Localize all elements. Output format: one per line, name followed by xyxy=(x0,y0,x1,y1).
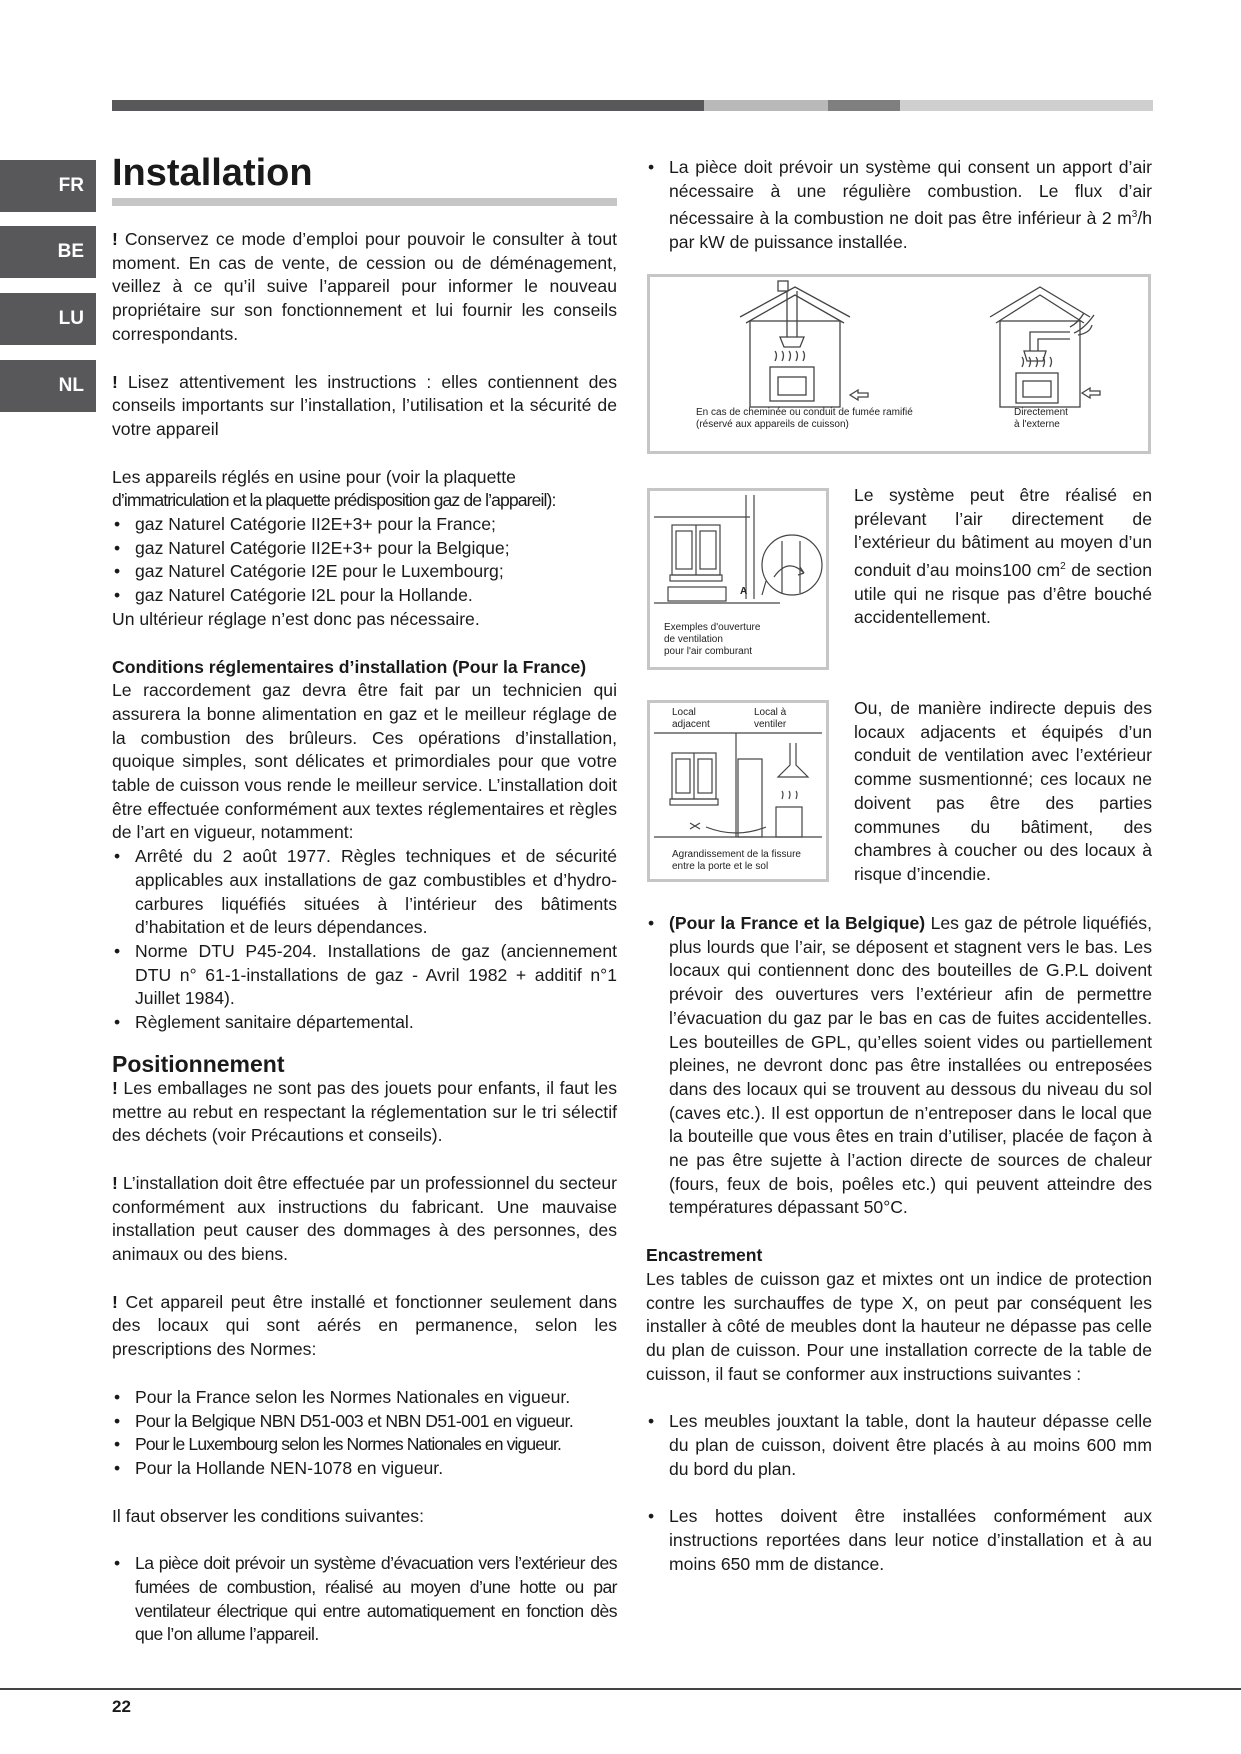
list-item: • Les meubles jouxtant la table, dont la hauteur dépasse celle du plan de cuisson, doivent être placés à au moins 600 mm du bord du plan. xyxy=(646,1410,1152,1481)
page-title: Installation xyxy=(112,150,617,206)
lang-tab-fr: FR xyxy=(0,160,96,212)
factory-settings-line: Les appareils réglés en usine pour (voir la plaquette xyxy=(112,466,516,487)
gpl-text: Les gaz de pétrole liquéfiés, plus lourds que l’air, se déposent et stagnent vers le bas. Les locaux qui contiennent donc des bouteilles de G.P.L doivent prévoir des ouvertures vers l’extérieur afin de permettre l’évacuation du gaz par le bas en cas de fuites accidentelles. Les bouteilles de GPL, qu’elles soient vides ou partiellement pleines, ne devront donc pas être installées ou entreposées dans des locaux qui se trouvent au dessous du niveau du sol (caves etc.). Il est opportun de n’entreposer dans le local que la bouteille que vous êtes en train d’utiliser, placée de façon à ne pas être sujette à l’action directe de sources de chaleur (fours, feux de bois, poêles etc.) qui peuvent atteindre des températures dépassant 50°C. xyxy=(669,913,1152,1218)
fig3-label-a1: Local xyxy=(672,707,696,718)
packaging-text: Les emballages ne sont pas des jouets pour enfants, il faut les mettre au rebut en respectant la réglementation sur le tri sélectif des déchets (voir Précautions et conseils). xyxy=(112,1077,617,1146)
fig3-label-a2: adjacent xyxy=(672,719,710,730)
list-item: • Règlement sanitaire départemental. xyxy=(112,1011,617,1035)
gas-category-list xyxy=(112,513,617,608)
list-item: • gaz Naturel Catégorie I2E pour le Luxembourg; xyxy=(112,560,617,584)
ventilation-opening-figure xyxy=(647,488,829,670)
encastrement-list-2 xyxy=(646,1505,1152,1576)
fig1-caption-a: En cas de cheminée ou conduit de fumée ramifié xyxy=(696,407,913,418)
list-item xyxy=(646,912,1152,1220)
list-item: • Pour le Luxembourg selon les Normes Nationales en vigueur. xyxy=(112,1433,617,1457)
fig3-label-b1: Local à xyxy=(754,707,787,718)
packaging-paragraph xyxy=(112,1077,617,1148)
professional-paragraph xyxy=(112,1172,617,1267)
list-item: • gaz Naturel Catégorie I2L pour la Hollande. xyxy=(112,584,617,608)
ventilated-rooms-text: Cet appareil peut être installé et fonctionner seulement dans des locaux qui sont aérés en permanence, selon les prescriptions des Normes: xyxy=(112,1291,617,1360)
lang-tab-nl: NL xyxy=(0,360,96,412)
superscript: 2 xyxy=(1060,561,1066,573)
instructions-paragraph xyxy=(112,371,617,442)
list-item xyxy=(646,156,1152,255)
instructions-text: Lisez attentivement les instructions : elles contiennent des conseils importants sur l’installation, l’utilisation et la sécurité de votre appareil xyxy=(112,371,617,439)
air-text-a: La pièce doit prévoir un système qui consent un apport d’air nécessaire à une régulière combustion. Le flux d’air nécessaire à la combustion ne doit pas être inférieur à 2 m xyxy=(669,157,1152,229)
ventilated-rooms-paragraph xyxy=(112,1291,617,1362)
warning-mark: ! xyxy=(112,229,118,249)
adjacent-room-figure xyxy=(647,700,829,882)
lang-tab-lu: LU xyxy=(0,293,96,345)
evacuation-list xyxy=(112,1552,617,1647)
factory-settings-line2: d’immatriculation et la plaquette prédisposition gaz de l’appareil): xyxy=(112,490,556,511)
fig2-caption-b: de ventilation xyxy=(664,634,723,645)
list-item: • gaz Naturel Catégorie II2E+3+ pour la Belgique; xyxy=(112,537,617,561)
air-text-b: /h par kW de puissance installée. xyxy=(669,208,1152,252)
direct-air-text-a: Le système peut être réalisé en prélevant l’air directement de l’extérieur du bâtiment au moyen d’un conduit d’au moins100 cm xyxy=(854,485,1152,580)
encastrement-heading: Encastrement xyxy=(646,1245,763,1266)
observe-conditions: Il faut observer les conditions suivantes: xyxy=(112,1505,424,1526)
encastrement-list-1 xyxy=(646,1410,1152,1481)
header-bar-segment xyxy=(900,100,1153,111)
page-number: 22 xyxy=(112,1697,131,1716)
right-column-bottom xyxy=(646,912,1152,1577)
fig2-label: A xyxy=(740,586,748,597)
gpl-list xyxy=(646,912,1152,1220)
professional-text: L’installation doit être effectuée par un professionnel du secteur conformément aux instructions du fabricant. Une mauvaise installation peut causer des dommages à des personnes, des animaux ou des biens. xyxy=(112,1172,617,1265)
indirect-air-text: Ou, de manière indirecte depuis des locaux adjacents et équipés d’un conduit de ventilation avec l’extérieur comme susmentionné; ces locaux ne doivent pas être des parties communes du bâtiment, des chambres à coucher ou des locaux à risque d’incendie. xyxy=(854,698,1152,884)
warning-mark: ! xyxy=(112,1291,118,1312)
warning-mark: ! xyxy=(112,371,118,392)
fig2-caption-a: Exemples d'ouverture xyxy=(664,622,761,633)
intro-text: Conservez ce mode d’emploi pour pouvoir le consulter à tout moment. En cas de vente, de cession ou de déménagement, veillez à ce qu’il suive l’appareil pour informer le nouveau propriétaire sur son fonctionnement et lui fournir les conseils correspondants. xyxy=(112,229,617,344)
header-bar-segment xyxy=(704,100,828,111)
header-bar-segment xyxy=(112,100,704,111)
fig3-caption-b: entre la porte et le sol xyxy=(672,861,769,872)
list-item: • gaz Naturel Catégorie II2E+3+ pour la France; xyxy=(112,513,617,537)
list-item: • Norme DTU P45-204. Installations de gaz (anciennement DTU n° 61-1-installations de gaz - Avril 1982 + additif n°1 Juillet 1984). xyxy=(112,940,617,1011)
warning-mark: ! xyxy=(112,1077,118,1098)
gpl-heading: (Pour la France et la Belgique) xyxy=(669,913,926,933)
list-item: • Pour la France selon les Normes Nationales en vigueur. xyxy=(112,1386,617,1410)
positioning-heading: Positionnement xyxy=(112,1050,285,1077)
fig3-label-b2: ventiler xyxy=(754,719,787,730)
list-item: • Les hottes doivent être installées conformément aux instructions reportées dans leur notice d’installation et à au moins 650 mm de distance. xyxy=(646,1505,1152,1576)
left-column xyxy=(112,150,617,1647)
footer-rule xyxy=(0,1688,1241,1690)
list-item: • La pièce doit prévoir un système d’évacuation vers l’extérieur des fumées de combustion, réalisé au moyen d’une hotte ou par ventilateur électrique qui entre automatiquement en fonction dès que l’on allume l’appareil. xyxy=(112,1552,617,1647)
list-item: • Pour la Belgique NBN D51-003 et NBN D51-001 en vigueur. xyxy=(112,1410,617,1434)
fig1-caption-d: à l'externe xyxy=(1014,419,1060,430)
air-supply-list xyxy=(646,156,1152,255)
conditions-text: Le raccordement gaz devra être fait par un technicien qui assurera la bonne alimentation en gaz et le meilleur réglage de la combustion des brûleurs. Ces opérations d’installation, quoique simples, sont délicates et primordiales pour que votre table de cuisson vous rende le meilleur service. L’installation doit être effectuée conformément aux textes réglementaires et règles de l’art en vigueur, notamment: xyxy=(112,680,617,843)
list-item: • Arrêté du 2 août 1977. Règles techniques et de sécurité applicables aux installations de gaz combustibles et d’hydro-carbures liquéfiés situées à l’intérieur des bâtiments d’habitation et de leurs dépendances. xyxy=(112,845,617,940)
lang-tab-be: BE xyxy=(0,226,96,278)
list-item: • Pour la Hollande NEN-1078 en vigueur. xyxy=(112,1457,617,1481)
chimney-figure xyxy=(647,274,1151,454)
warning-mark: ! xyxy=(112,1172,118,1193)
fig1-caption-c: Directement xyxy=(1014,407,1068,418)
fig1-caption-b: (réservé aux appareils de cuisson) xyxy=(696,419,849,430)
direct-air-text-b: de section utile qui ne risque pas d’être bouché accidentellement. xyxy=(854,559,1153,628)
regulations-list xyxy=(112,845,617,1035)
encastrement-text: Les tables de cuisson gaz et mixtes ont un indice de protection contre les surchauffes de type X, on peut par conséquent les installer à côté de meubles dont la hauteur ne dépasse pas celle du plan de cuisson. Pour une installation correcte de la table de cuisson, il faut se conformer aux instructions suivantes : xyxy=(646,1268,1152,1384)
conditions-heading: Conditions réglementaires d’installation (Pour la France) xyxy=(112,656,587,677)
intro-paragraph xyxy=(112,228,617,347)
direct-air-text xyxy=(854,484,1152,630)
fig3-caption-a: Agrandissement de la fissure xyxy=(672,849,801,860)
right-column-top xyxy=(646,156,1152,255)
fig2-caption-c: pour l'air comburant xyxy=(664,646,753,657)
superscript: 3 xyxy=(1131,209,1138,221)
norms-list xyxy=(112,1386,617,1481)
no-adjustment-note: Un ultérieur réglage n’est donc pas nécessaire. xyxy=(112,608,480,629)
header-bar-segment xyxy=(828,100,900,111)
